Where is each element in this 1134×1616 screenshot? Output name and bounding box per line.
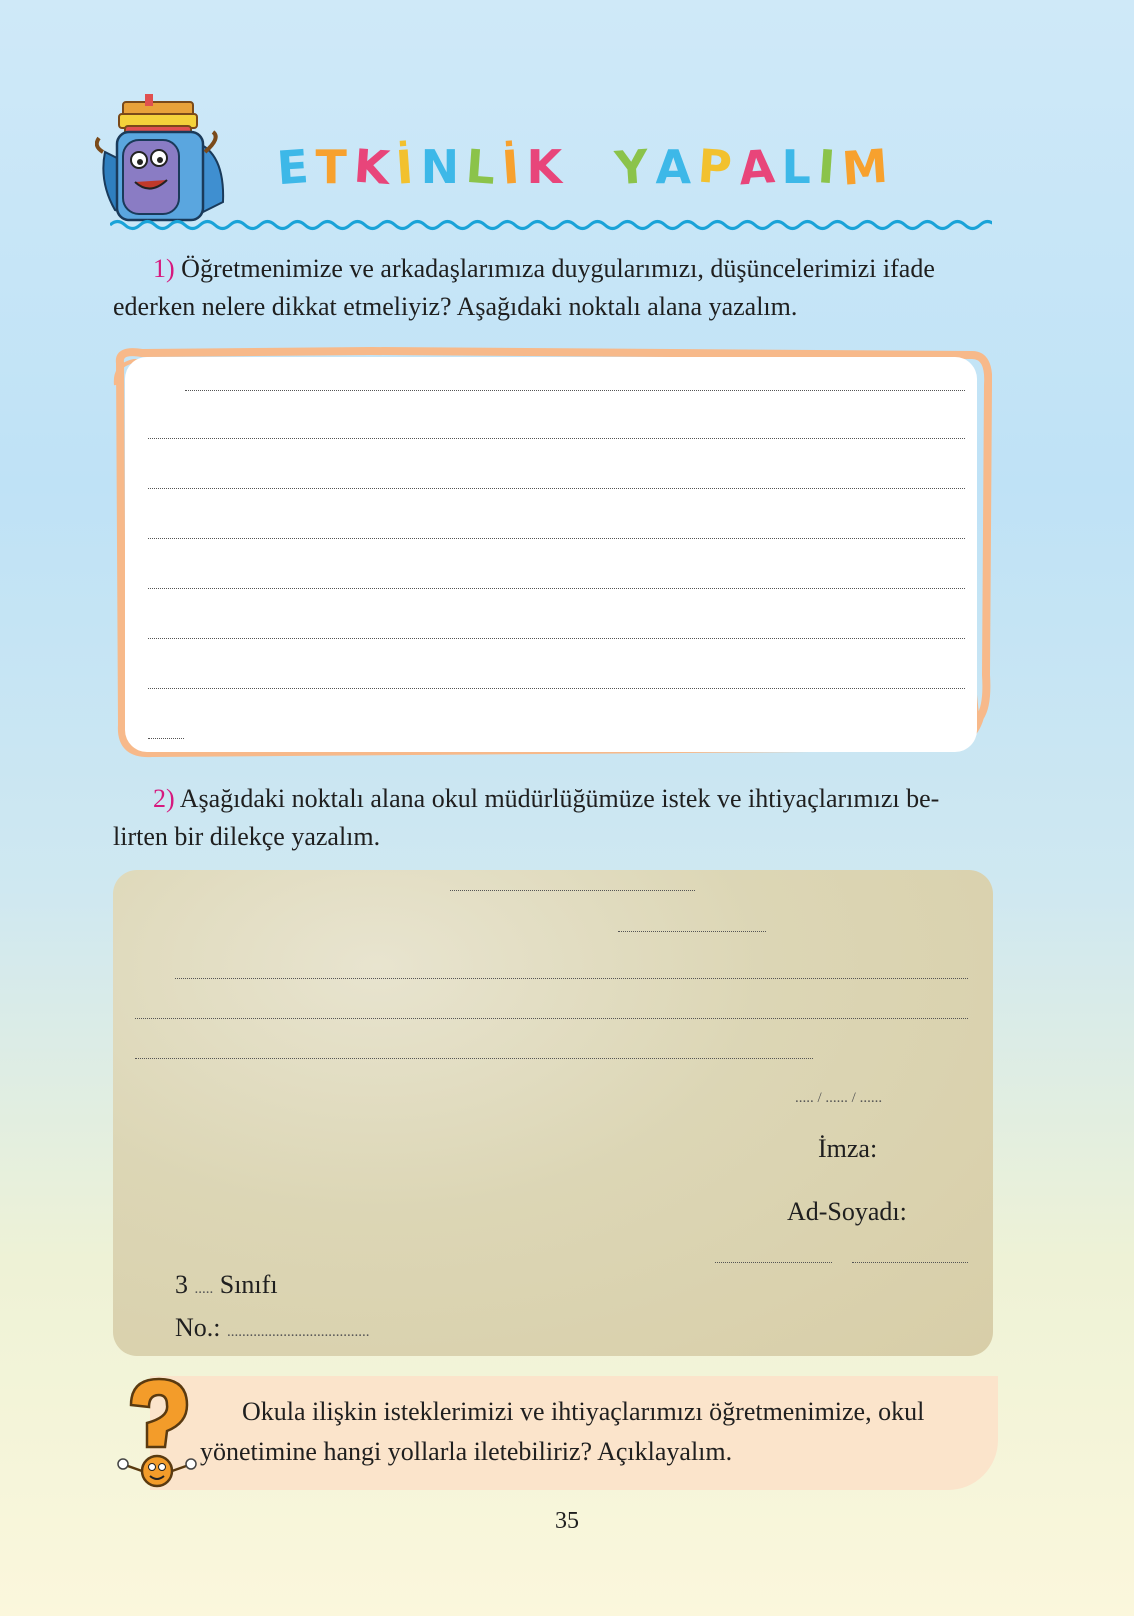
petition-number [175,1313,370,1343]
title-letter: İ [394,139,423,195]
petition-name-line[interactable] [852,1262,968,1263]
question-1-text-line1: Öğretmenimize ve arkadaşlarımıza duygularımızı, düşüncelerimizi ifade [174,254,935,283]
petition-number-dots[interactable]: ...................................... [227,1324,370,1340]
answer-line[interactable] [148,488,965,489]
question-2-text-line2: lirten bir dilekçe yazalım. [113,822,381,851]
title-letter: K [526,140,570,194]
question-1 [113,250,993,326]
question-2-text-line1: Aşağıdaki noktalı alana okul müdürlüğümüze istek ve ihtiyaçlarımızı be- [174,784,940,813]
question-2 [113,780,993,856]
title-letter: A [737,138,784,196]
petition-line[interactable] [175,978,968,979]
title-letter: İ [500,139,529,195]
title-letter: N [420,140,467,194]
petition-name-line[interactable] [715,1262,832,1263]
title-letter: L [781,140,818,194]
petition-signature-label: İmza: [818,1134,878,1163]
title-letter: M [840,138,897,196]
backpack-mascot-icon [95,92,245,227]
petition-date[interactable]: ..... / ...... / ...... [795,1090,883,1106]
petition-number-label: No.: [175,1313,221,1342]
petition-line[interactable] [618,931,766,932]
petition-name-label: Ad-Soyadı: [787,1197,907,1226]
tip-text [200,1392,990,1472]
petition-class-dots[interactable]: ..... [194,1281,214,1297]
title-letter: P [696,138,741,196]
petition-class [175,1270,278,1300]
title-letter: T [315,140,354,194]
petition-line[interactable] [135,1058,813,1059]
title-letter: E [275,138,318,196]
title-letter: A [655,140,699,194]
petition-class-prefix: 3 [175,1270,188,1299]
answer-line[interactable] [148,588,965,589]
title-letter: K [351,138,399,196]
answer-line[interactable] [148,438,965,439]
activity-header [95,92,995,242]
petition-line[interactable] [135,1018,968,1019]
answer-line[interactable] [185,390,965,391]
tip-text-line2: yönetimine hangi yollarla iletebiliriz? Açıklayalım. [200,1437,733,1466]
title-letter: L [464,138,505,196]
wave-divider [110,217,992,233]
answer-line[interactable] [148,688,965,689]
petition-class-suffix: Sınıfı [213,1270,278,1299]
answer-line[interactable] [148,638,965,639]
question-1-text-line2: ederken nelere dikkat etmeliyiz? Aşağıdaki noktalı alana yazalım. [113,292,798,321]
title-letter: I [815,139,844,195]
activity-title [277,140,895,194]
petition-line[interactable] [450,890,695,891]
answer-line[interactable] [148,738,184,739]
answer-box[interactable] [125,357,977,752]
answer-line[interactable] [148,538,965,539]
page-number: 35 [555,1508,579,1534]
question-1-number: 1) [153,254,175,283]
question-2-number: 2) [153,784,175,813]
tip-text-line1: Okula ilişkin isteklerimizi ve ihtiyaçlarımızı öğretmenimize, okul [242,1397,925,1426]
title-letter [567,138,617,195]
title-letter: Y [613,138,658,196]
question-mark-mascot-icon [117,1375,197,1495]
